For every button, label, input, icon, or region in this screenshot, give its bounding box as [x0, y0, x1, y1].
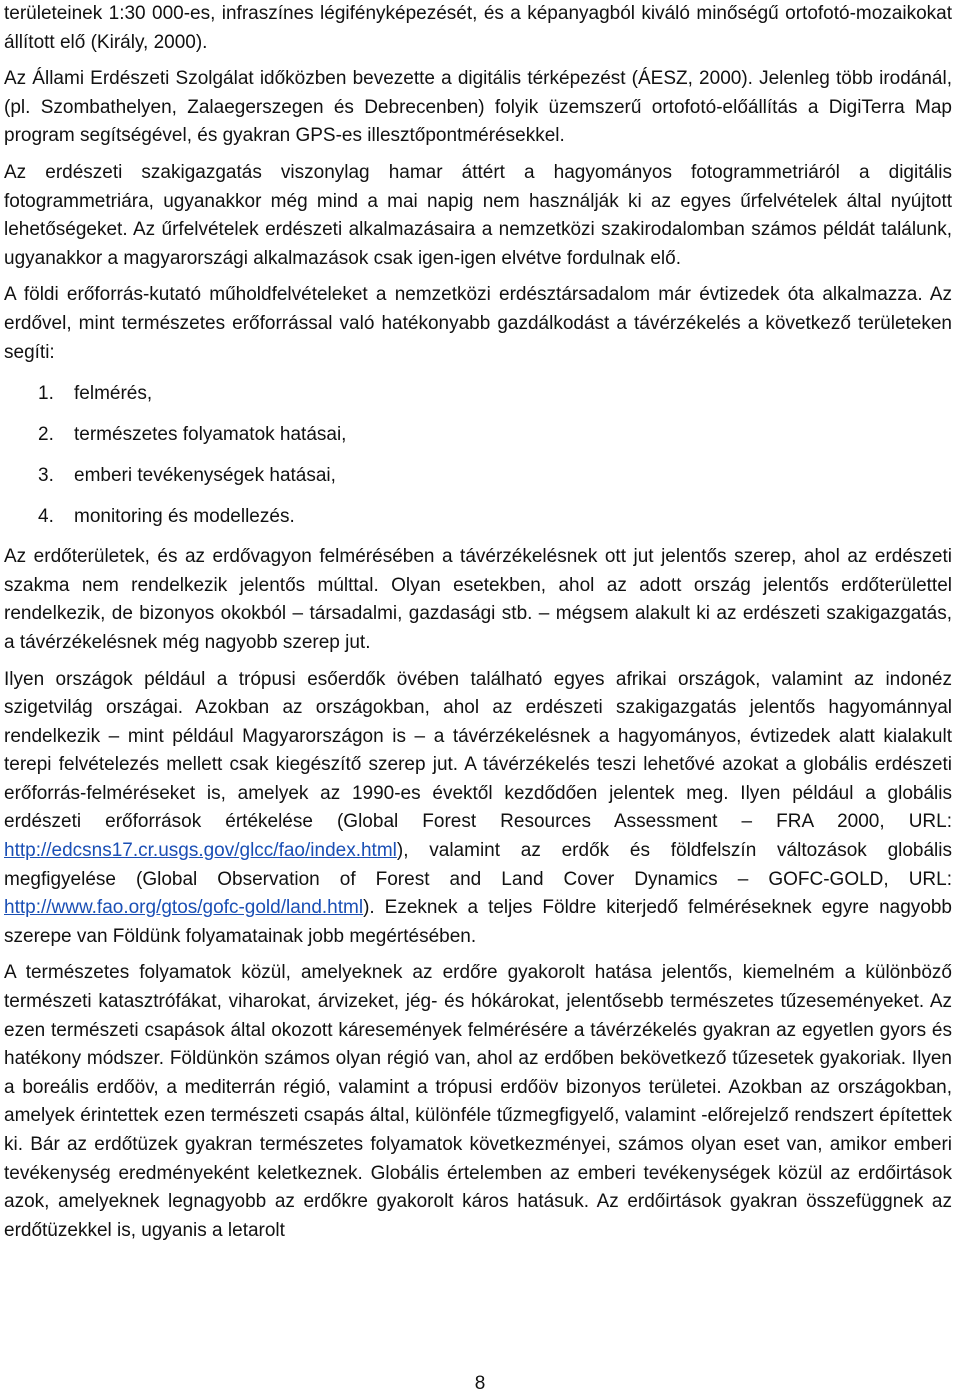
list-item-text: monitoring és modellezés. — [74, 506, 295, 528]
list-item — [4, 373, 952, 414]
list-item-text: felmérés, — [74, 383, 153, 405]
fra-url-link[interactable]: http://edcsns17.cr.usgs.gov/glcc/fao/index.html — [4, 840, 397, 862]
list-item — [4, 455, 952, 496]
paragraph-text: Ilyen országok például a trópusi esőerdők övében található egyes afrikai országok, valamint az indonéz szigetvilág országai. Azokban az országokban, ahol az erdészeti szakigazgatás jelentős hagyománnyal rendelkezik – mint például Magyarországon is – a távérzékelésnek a hagyományos, évtizedek alatt kialakult terepi felvételezés mellett csak kiegészítő szerep jut. A távérzékelés teszi lehetővé azokat a globális erdészeti erőforrás-felméréseket is, amelyek az 1990-es évektől kezdődően jelentek meg. Ilyen például a globális erdészeti erőforrások értékelése (Global Forest Resources Assessment – FRA 2000, URL: — [4, 668, 952, 833]
paragraph-natural-processes: A természetes folyamatok közül, amelyeknek az erdőre gyakorolt hatása jelentős, kiemelném a különböző természeti katasztrófákat, viharokat, árvizeket, jég- és hókárokat, jelentősebb természetes tűzeseményeket. Az ezen természeti csapások által okozott káresemények felmérésére a távérzékelés gyakran az egyetlen gyors és hatékony módszer. Földünkön számos olyan régió van, ahol az erdőben bekövetkező tűzesetek gyakoriak. Ilyen a boreális erdőöv, a mediterrán régió, valamint a trópusi erdőöv bizonyos területei. Azokban az országokban, amelyek érintettek ezen természeti csapás által, különféle tűzmegfigyelő, valamint -előrejelző rendszert építettek ki. Bár az erdőtüzek gyakran természetes folyamatok következményei, számos olyan eset van, amikor emberi tevékenység eredményeként keletkeznek. Globális értelemben az emberi tevékenységek közül az erdőirtások azok, amelyeknek legnagyobb az erdőkre gyakorolt káros hatásuk. Az erdőirtások gyakran összefüggnek az erdőtüzekkel is, ugyanis a letarolt — [4, 962, 952, 1241]
list-item-number: 3. — [38, 465, 54, 487]
paragraph-photogrammetry: Az erdészeti szakigazgatás viszonylag hamar áttért a hagyományos fotogrammetriáról a digitális fotogrammetriára, ugyanakkor még mind a mai napig nem használják ki az egyes űrfelvételek által nyújtott lehetőségeket. Az űrfelvételek erdészeti alkalmazásaira a nemzetközi szakirodalomban számos példát találunk, ugyanakkor a magyarországi alkalmazások csak igen-igen elvétve fordulnak elő. — [4, 161, 952, 269]
paragraph-digital-mapping: Az Állami Erdészeti Szolgálat időközben bevezette a digitális térképezést (ÁESZ, 2000). Jelenleg több irodánál, (pl. Szombathelyen, Zalaegerszegen és Debrecenben) folyik üzemszerű ortofotó-előállítás a DigiTerra Map program segítségével, és gyakran GPS-es illesztőpontmérésekkel. — [4, 68, 952, 147]
paragraph-text: ). Ezeknek a teljes Földre kiterjedő felméréseknek egyre nagyobb szerepe van Földünk folyamatainak jobb megértésében. — [4, 897, 952, 947]
page-number: 8 — [474, 1373, 486, 1394]
list-item-number: 4. — [38, 506, 54, 528]
remote-sensing-areas-list — [4, 373, 952, 537]
list-item-number: 2. — [38, 424, 54, 446]
list-item-text: emberi tevékenységek hatásai, — [74, 465, 336, 487]
list-item-text: természetes folyamatok hatásai, — [74, 424, 347, 446]
paragraph-forest-survey: Az erdőterületek, és az erdővagyon felmérésében a távérzékelésnek ott jut jelentős szerep, ahol az erdészeti szakma nem rendelkezik jelentős múlttal. Olyan esetekben, ahol az adott ország jelentős erdőterülettel rendelkezik, de bizonyos okokból – társadalmi, gazdasági stb. – mégsem alakult ki az erdészeti szakigazgatás, a távérzékelésnek még nagyobb szerep jut. — [4, 546, 952, 653]
paragraph-satellite-use: A földi erőforrás-kutató műholdfelvételeket a nemzetközi erdésztársadalom már évtizedek óta alkalmazza. Az erdővel, mint természetes erőforrással való hatékonyabb gazdálkodást a távérzékelés a következő területeken segíti: — [4, 284, 952, 363]
document-body — [4, 0, 952, 1245]
gofc-gold-url-link[interactable]: http://www.fao.org/gtos/gofc-gold/land.html — [4, 897, 364, 919]
list-item — [4, 414, 952, 455]
list-item — [4, 496, 952, 537]
paragraph-ortofoto: területeinek 1:30 000-es, infraszínes légifényképezését, és a képanyagból kiváló minőségű ortofotó-mozaikokat állított elő (Király, 2000). — [4, 3, 952, 53]
paragraph-text: ), valamint az erdők és földfelszín változások globális megfigyelése (Global Observation of Forest and Land Cover Dynamics – GOFC-GOLD, URL: — [4, 840, 952, 890]
paragraph-global-assessment — [4, 666, 952, 952]
list-item-number: 1. — [38, 383, 54, 405]
